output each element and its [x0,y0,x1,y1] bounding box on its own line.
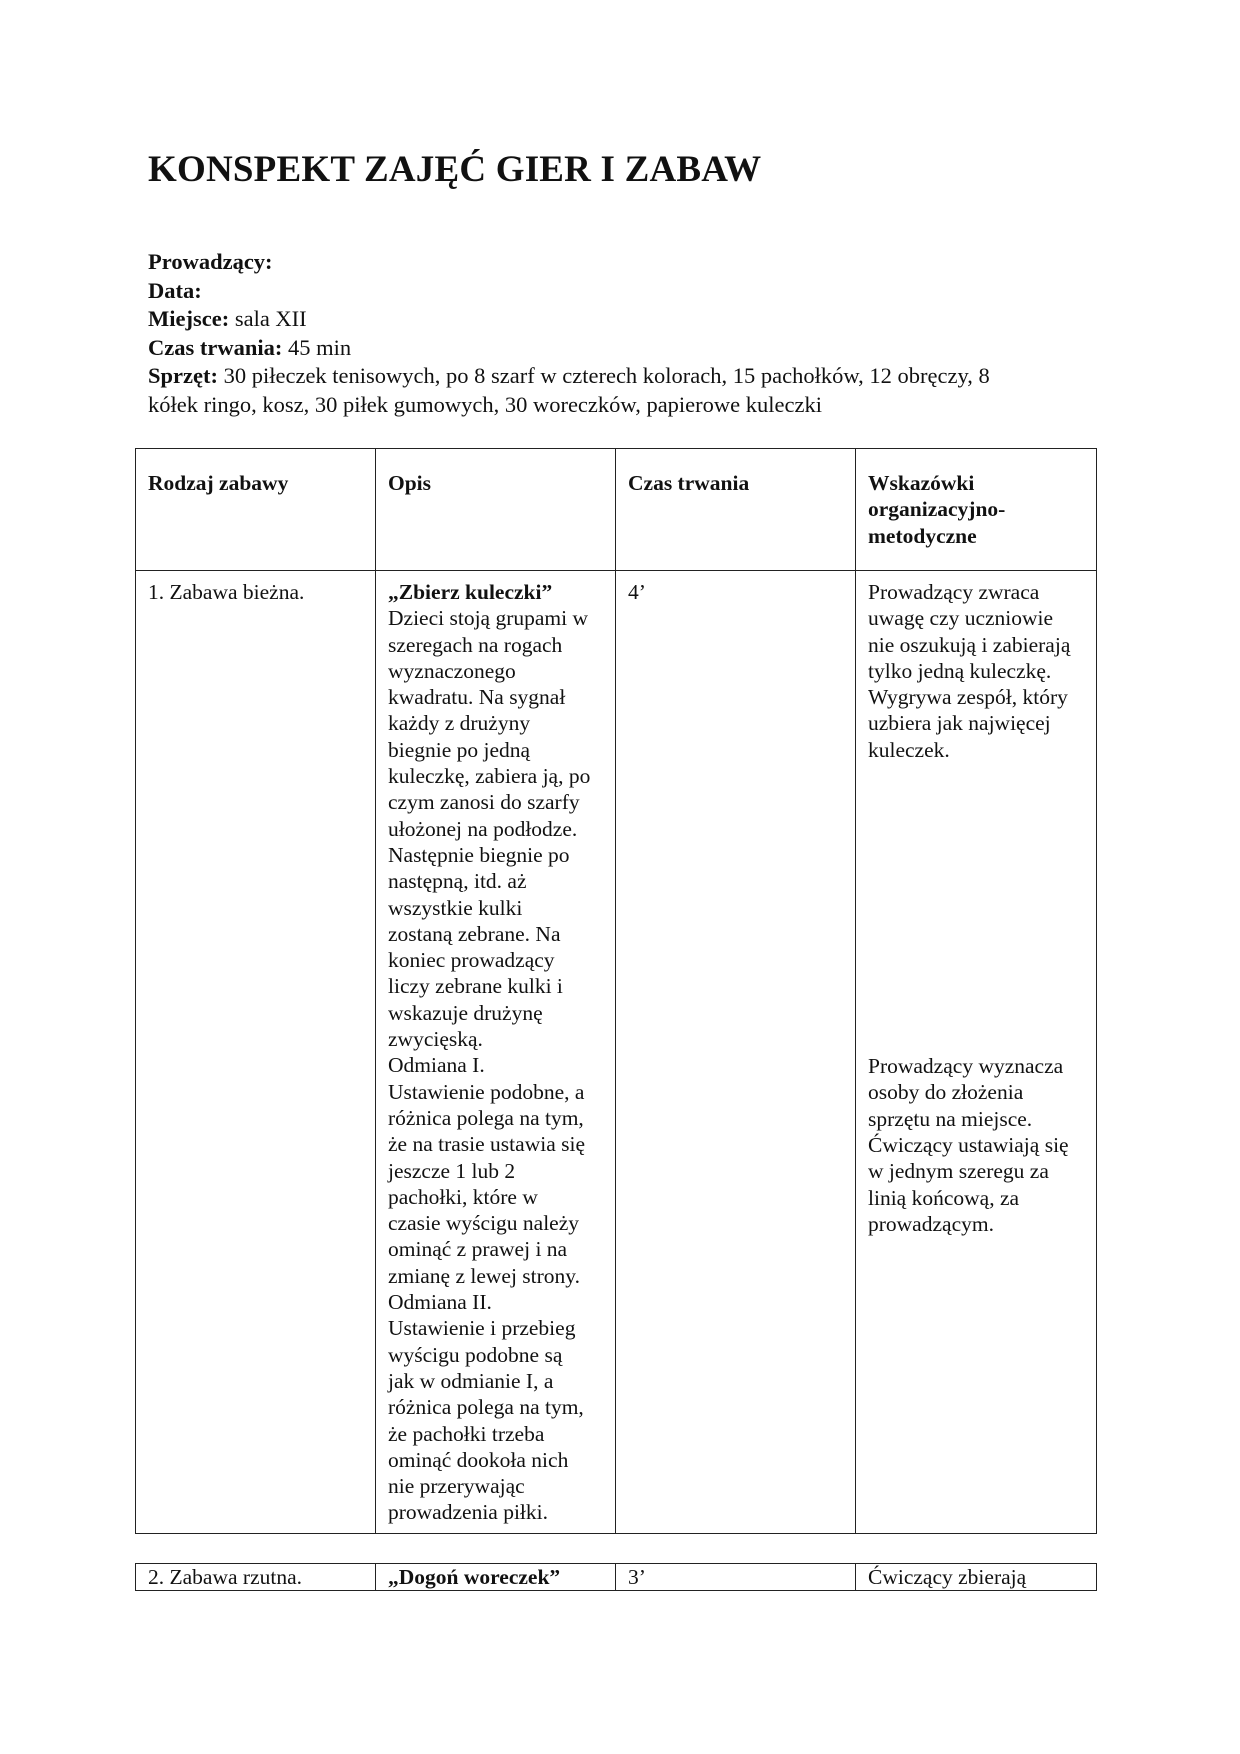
row2-czas: 3’ [616,1564,856,1591]
sprzet-value-line2: kółek ringo, kosz, 30 piłek gumowych, 30 woreczków, papierowe kuleczki [148,391,822,417]
meta-sprzet-cont [148,391,1098,420]
opis-text-line: nie przerywając [388,1474,525,1499]
opis-text-line: czym zanosi do szarfy [388,790,580,815]
row2-rodzaj: 2. Zabawa rzutna. [136,1564,376,1591]
lesson-table-continued [135,1563,1097,1591]
wskazowki-text-line: Prowadzący wyznacza [868,1054,1064,1079]
opis-text-line: prowadzenia piłki. [388,1500,549,1525]
row1-rodzaj: 1. Zabawa bieżna. [136,571,376,1534]
wskazowki-text-line: Wygrywa zespół, który [868,685,1068,710]
czas-label: Czas trwania: [148,334,283,360]
wskazowki-text-line: kuleczek. [868,737,950,762]
sprzet-value-line1: 30 piłeczek tenisowych, po 8 szarf w czterech kolorach, 15 pachołków, 12 obręczy, 8 [217,363,990,388]
table-header-row [136,449,1097,571]
opis-text-line: wskazuje drużynę [388,1000,543,1025]
opis-text-line: każdy z drużyny [388,711,531,736]
header-wskazowki-line3: metodyczne [868,523,977,548]
header-wskazowki [856,449,1097,571]
opis-text-line: szeregach na rogach [388,632,563,657]
meta-prowadzacy [148,248,1098,277]
opis-text-line: ominąć z prawej i na [388,1237,568,1262]
opis-text-line: różnica polega na tym, [388,1105,584,1130]
lesson-meta [148,248,1098,419]
prowadzacy-label: Prowadzący: [148,249,273,274]
opis-text-line: Ustawienie podobne, a [388,1079,585,1104]
opis-text-line: że pachołki trzeba [388,1421,545,1446]
opis-text-line: jak w odmianie I, a [388,1368,554,1393]
opis-text-line: koniec prowadzący [388,948,555,973]
row1-opis [376,571,616,1534]
row1-wskazowki-gap [868,763,1086,1053]
czas-value: 45 min [282,334,352,360]
header-rodzaj: Rodzaj zabawy [136,449,376,571]
opis-text-line: Odmiana I. [388,1053,485,1078]
opis-text-line: następną, itd. aż [388,869,527,894]
opis-text-line: liczy zebrane kulki i [388,974,563,999]
meta-sprzet [148,362,1098,391]
opis-text-line: Dzieci stoją grupami w [388,606,589,631]
opis-text-line: zostaną zebrane. Na [388,921,561,946]
table-row [136,571,1097,1534]
wskazowki-text-line: Prowadzący zwraca [868,580,1040,604]
document-title: KONSPEKT ZAJĘĆ GIER I ZABAW [148,149,762,190]
sprzet-label: Sprzęt: [148,363,218,388]
row1-wskazowki [856,571,1097,1534]
wskazowki-text-line: osoby do złożenia [868,1080,1024,1105]
opis-text-line: zmianę z lewej strony. [388,1263,581,1288]
opis-text-line: wszystkie kulki [388,895,523,920]
opis-text-line: zwycięską. [388,1027,483,1052]
wskazowki-text-line: linią końcową, za [868,1185,1020,1210]
row2-opis: „Dogoń woreczek” [376,1564,616,1591]
wskazowki-text-line: nie oszukują i zabierają [868,632,1071,657]
opis-text-line: czasie wyścigu należy [388,1211,580,1236]
wskazowki-text-line: w jednym szeregu za [868,1159,1049,1184]
meta-czas [148,334,1098,363]
opis-text-line: pachołki, które w [388,1184,538,1209]
wskazowki-text-line: sprzętu na miejsce. [868,1106,1033,1131]
meta-data [148,277,1098,306]
wskazowki-text-line: uwagę czy uczniowie [868,606,1054,631]
table-row [136,1564,1097,1591]
data-label: Data: [148,277,202,303]
opis-text-line: ułożonej na podłodze. [388,816,578,841]
meta-miejsce [148,305,1098,334]
wskazowki-text-line: Ćwiczący ustawiają się [868,1132,1069,1157]
header-czas: Czas trwania [616,449,856,571]
opis-text-line: Odmiana II. [388,1290,492,1315]
row1-wskazowki-b [868,1053,1086,1237]
header-opis: Opis [376,449,616,571]
opis-text-line: jeszcze 1 lub 2 [388,1158,516,1183]
opis-text-line: wyścigu podobne są [388,1342,563,1367]
lesson-table [135,448,1097,1534]
opis-text-line: różnica polega na tym, [388,1395,584,1420]
wskazowki-text-line: uzbiera jak najwięcej [868,711,1051,736]
opis-text-line: ominąć dookoła nich [388,1447,569,1472]
opis-text-line: Następnie biegnie po [388,842,570,867]
row1-czas: 4’ [616,571,856,1534]
opis-text-line: kwadratu. Na sygnał [388,685,566,710]
row1-wskazowki-a [868,579,1086,763]
wskazowki-text-line: prowadzącym. [868,1211,994,1236]
wskazowki-text-line: tylko jedną kuleczkę. [868,658,1052,683]
opis-text-line: że na trasie ustawia się [388,1132,585,1157]
header-wskazowki-line1: Wskazówki [868,471,975,495]
row1-opis-body [388,605,605,1525]
opis-text-line: biegnie po jedną [388,737,531,762]
row2-wskazowki: Ćwiczący zbierają [856,1564,1097,1591]
header-wskazowki-line2: organizacyjno- [868,497,1006,522]
row1-opis-title: „Zbierz kuleczki” [388,580,553,604]
miejsce-label: Miejsce: [148,306,230,331]
opis-text-line: wyznaczonego [388,658,516,683]
opis-text-line: Ustawienie i przebieg [388,1316,576,1341]
miejsce-value: sala XII [229,306,307,331]
opis-text-line: kuleczkę, zabiera ją, po [388,764,591,789]
